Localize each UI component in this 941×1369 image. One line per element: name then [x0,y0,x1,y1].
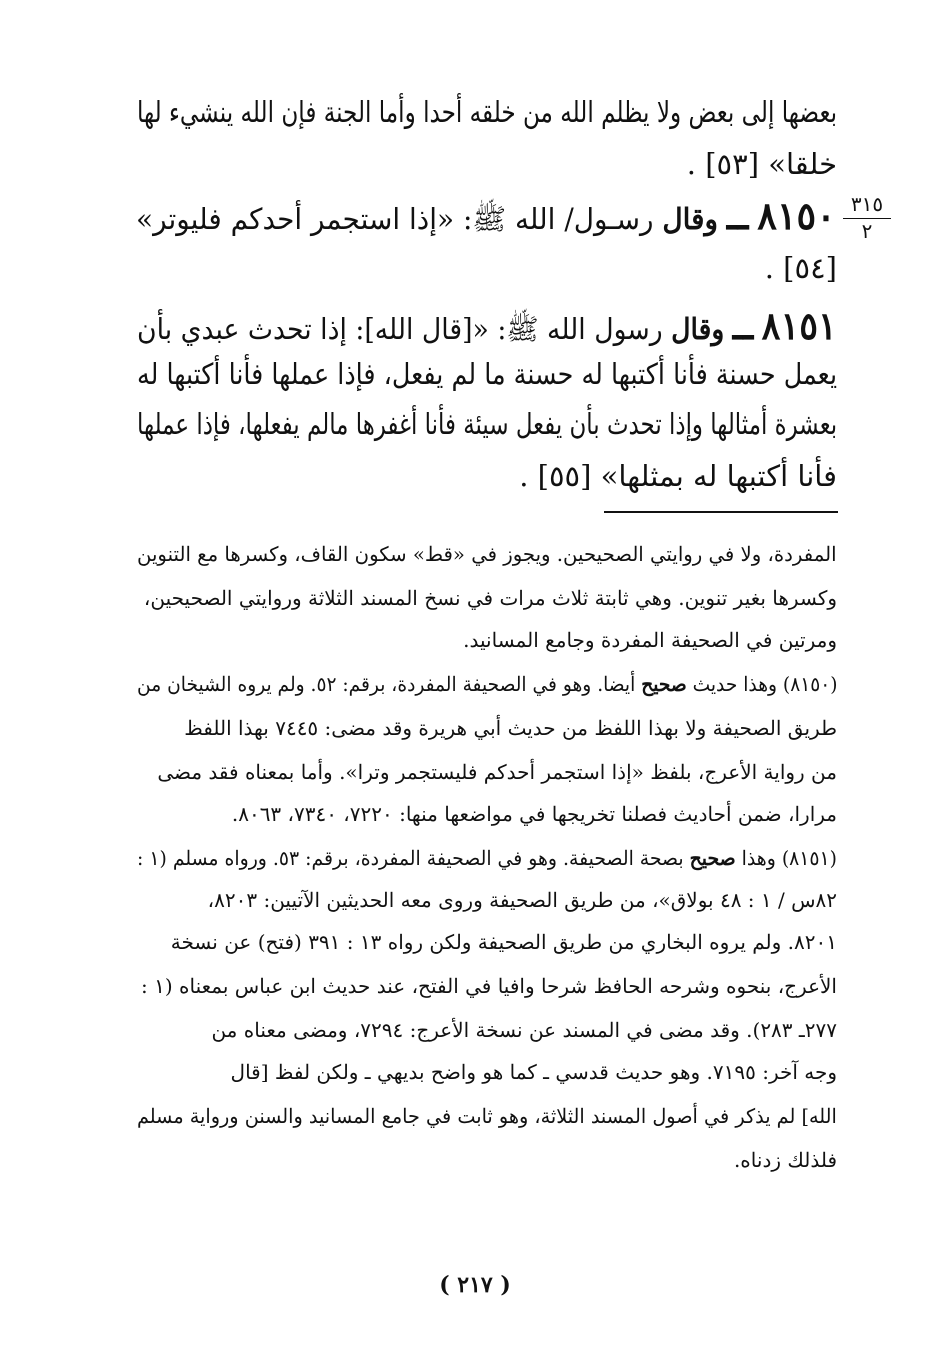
footnote-label: (٨١٥١) [781,846,837,870]
footnote-8151-line-7: الله] لم يذكر في أصول المسند الثلاثة، وهو ثابت في جامع المسانيد والسنن ورواية مسلم [137,1104,837,1128]
grade-label: صحيح [640,672,687,696]
footnote-8151-line-4: الأعرج، بنحوه وشرحه الحافظ شرحا وافيا في الفتح، عند حديث ابن عباس بمعناه (١ : [141,974,837,998]
margin-reference [843,192,891,243]
hadith-8150-continuation: . [٥٤] [764,251,837,285]
footnote-intro-line-3: ومرتين في الصحيفة المفردة وجامع المسانيد. [463,628,837,652]
footnote-intro-line-2: وكسرها بغير تنوين. وهي ثابتة ثلاث مرات في نسخ المسند الثلاثة وروايتي الصحيحين، [143,586,837,610]
footnote-8151-line-3: ٨٢٠١. ولم يروه البخاري من طريق الصحيفة ولكن رواه ١٣ : ٣٩١ (فتح) عن نسخة [170,930,837,954]
footnote-8150-line-2: طريق الصحيفة ولا بهذا اللفظ من حديث أبي هريرة وقد مضى: ٧٤٤٥ بهذا اللفظ [184,716,837,740]
footnote-intro-line-1: المفردة، ولا في روايتي الصحيحين. ويجوز في «قط» سكون القاف، وكسرها مع التنوين [137,542,837,566]
main-line-1: بعضها إلى بعض ولا يظلم الله من خلقه أحدا وأما الجنة فإن الله ينشيء لها [136,95,837,129]
hadith-text: رسول الله ﷺ: «[قال الله]: إذا تحدث عبدي بأن [137,312,663,346]
hadith-dash: ــ [732,303,754,348]
hadith-8151-line-2: يعمل حسنة فأنا أكتبها له حسنة ما لم يفعل، فإذا عملها فأنا أكتبها له [136,357,837,391]
footnote-text: وهذا [741,846,776,870]
grade-label: صحيح [689,846,736,870]
hadith-qal: وقال [662,202,719,236]
footnote-8150-line-3: من رواية الأعرج، بلفظ «إذا استجمر أحدكم فليستجمر وترا». وأما بمعناه فقد مضى [157,760,837,784]
margin-ref-part: ٢ [861,219,873,243]
footnote-8151-line-5: ٢٧٧ـ ٢٨٣). وقد مضى في المسند عن نسخة الأعرج: ٧٢٩٤، ومضى معناه من [211,1018,837,1042]
footnote-8151-line-8: فلذلك زدناه. [733,1148,837,1172]
hadith-dash: ــ [727,193,749,238]
footnote-8150-line-4: مرارا، ضمن أحاديث فصلنا تخريجها في مواضعها منها: ٧٢٢٠، ٧٣٤٠، ٨٠٦٣. [231,802,837,826]
footnote-8151-line-2: ٨٢س / ١ : ٤٨ بولاق»، من طريق الصحيفة وروى معه الحديثين الآتيين: ٨٢٠٣، [207,888,837,912]
footnote-8151-line-6: وجه آخر: ٧١٩٥. وهو حديث قدسي ـ كما هو واضح بديهي ـ ولكن لفظ [قال [230,1060,837,1084]
main-line-2: خلقا» [٥٣] . [686,147,837,181]
hadith-number: ٨١٥١ [761,303,837,348]
hadith-8151-line-4: فأنا أكتبها له بمثلها» [٥٥] . [519,459,837,493]
hadith-text: رسـول/ الله ﷺ: «إذا استجمر أحدكم فليوتر» [136,202,654,236]
page-number: ( ٢١٧ ) [439,1272,511,1298]
footnote-label: (٨١٥٠) [782,672,837,696]
footnote-text: وهذا حديث [692,672,777,696]
footnote-text: بصحة الصحيفة. وهو في الصحيفة المفردة، برقم: ٥٣. ورواه مسلم (١ : [136,846,684,870]
hadith-qal: وقال [671,312,725,346]
hadith-8151-heading [137,303,837,349]
footnote-divider [604,511,838,513]
footnote-8151-line-1 [137,844,837,872]
margin-ref-volume: ٣١٥ [843,192,891,219]
footnote-8150-line-1 [137,670,837,698]
hadith-8150-heading [136,193,836,239]
footnote-text: أيضا. وهو في الصحيفة المفردة، برقم: ٥٢. ولم يروه الشيخان من [136,672,635,696]
hadith-8151-line-3: بعشرة أمثالها وإذا تحدث بأن يفعل سيئة فأنا أغفرها مالم يفعلها، فإذا عملها [136,407,837,441]
hadith-number: ٨١٥٠ [757,193,836,238]
